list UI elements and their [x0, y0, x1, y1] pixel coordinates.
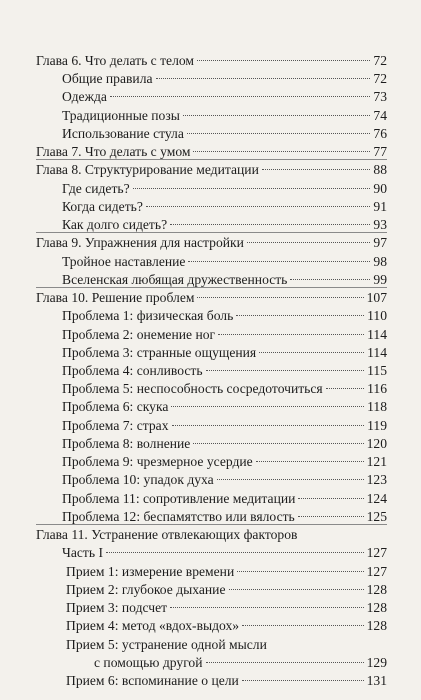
dot-leader	[170, 224, 370, 225]
entry-page-number: 125	[366, 509, 387, 524]
dot-leader	[218, 334, 364, 335]
entry-page-number: 123	[366, 472, 387, 487]
entry-title: Проблема 11: сопротивление медитации	[62, 491, 296, 506]
section-entry	[62, 107, 387, 125]
dot-leader	[197, 297, 363, 298]
entry-page-number: 118	[367, 399, 387, 414]
entry-page-number: 124	[366, 491, 387, 506]
section-entry	[62, 490, 387, 508]
entry-page-number: 131	[366, 673, 387, 688]
section-entry	[62, 180, 387, 198]
section-entry	[62, 307, 387, 325]
dot-leader	[290, 279, 370, 280]
entry-title: Проблема 12: беспамятство или вялость	[62, 509, 295, 524]
entry-title: Прием 4: метод «вдох-выдох»	[66, 618, 240, 633]
section-entry	[62, 88, 387, 106]
entry-title: Глава 7. Что делать с умом	[36, 144, 191, 159]
entry-title: Где сидеть?	[62, 181, 130, 196]
entry-title: Как долго сидеть?	[62, 217, 168, 232]
entry-title: Общие правила	[62, 71, 153, 86]
section-entry	[62, 326, 387, 344]
entry-page-number: 72	[373, 53, 387, 68]
dot-leader	[156, 78, 371, 79]
entry-title: Проблема 5: неспособность сосредоточиться	[62, 381, 323, 396]
entry-page-number: 119	[367, 418, 387, 433]
section-entry	[66, 672, 387, 690]
section-entry	[62, 453, 387, 471]
entry-page-number: 76	[373, 126, 387, 141]
section-entry	[62, 435, 387, 453]
entry-page-number: 90	[373, 181, 387, 196]
entry-title: с помощью другой	[94, 655, 203, 670]
entry-page-number: 129	[366, 655, 387, 670]
dot-leader	[298, 498, 363, 499]
dot-leader	[146, 206, 371, 207]
dot-leader	[259, 352, 364, 353]
section-entry	[62, 344, 387, 362]
dot-leader	[237, 571, 363, 572]
dot-leader	[106, 552, 364, 553]
section-entry	[62, 544, 387, 562]
entry-title: Проблема 6: скука	[62, 399, 169, 414]
dot-leader	[171, 406, 364, 407]
entry-page-number: 127	[366, 564, 387, 579]
dot-leader	[206, 370, 365, 371]
entry-title: Когда сидеть?	[62, 199, 143, 214]
entry-title: Вселенская любящая дружественность	[62, 272, 288, 287]
section-divider	[36, 159, 387, 160]
dot-leader	[197, 60, 370, 61]
entry-title: Глава 11. Устранение отвлекающих факторов	[36, 527, 298, 542]
entry-title: Проблема 9: чрезмерное усердие	[62, 454, 253, 469]
section-entry	[66, 617, 387, 635]
dot-leader	[170, 607, 364, 608]
entry-page-number: 114	[367, 327, 387, 342]
entry-title: Проблема 4: сонливость	[62, 363, 203, 378]
section-entry	[62, 198, 387, 216]
entry-title: Глава 6. Что делать с телом	[36, 53, 194, 68]
section-divider	[36, 287, 387, 288]
entry-title: Проблема 8: волнение	[62, 436, 191, 451]
entry-page-number: 72	[373, 71, 387, 86]
entry-page-number: 98	[373, 254, 387, 269]
entry-title: Проблема 10: упадок духа	[62, 472, 214, 487]
section-entry	[62, 70, 387, 88]
section-entry	[62, 125, 387, 143]
chapter-entry	[36, 161, 387, 179]
entry-page-number: 107	[366, 290, 387, 305]
dot-leader	[193, 151, 370, 152]
entry-title: Прием 2: глубокое дыхание	[66, 582, 226, 597]
section-entry	[62, 417, 387, 435]
entry-title: Прием 3: подсчет	[66, 600, 168, 615]
dot-leader	[183, 115, 371, 116]
section-divider	[36, 232, 387, 233]
entry-title: Часть I	[62, 545, 103, 560]
entry-page-number: 128	[366, 600, 387, 615]
entry-title: Глава 9. Упражнения для настройки	[36, 235, 244, 250]
entry-page-number: 115	[367, 363, 387, 378]
section-divider	[36, 524, 387, 525]
section-entry	[66, 599, 387, 617]
dot-leader	[326, 388, 364, 389]
dot-leader	[187, 133, 371, 134]
entry-page-number: 88	[373, 162, 387, 177]
entry-title: Проблема 1: физическая боль	[62, 308, 234, 323]
dot-leader	[133, 188, 371, 189]
entry-page-number: 110	[367, 308, 387, 323]
section-entry	[62, 380, 387, 398]
entry-page-number: 97	[373, 235, 387, 250]
entry-title: Одежда	[62, 89, 107, 104]
entry-title: Проблема 7: страх	[62, 418, 169, 433]
entry-page-number: 128	[366, 582, 387, 597]
section-entry	[62, 362, 387, 380]
entry-page-number: 74	[373, 108, 387, 123]
entry-title: Традиционные позы	[62, 108, 180, 123]
dot-leader	[229, 589, 364, 590]
chapter-entry	[36, 526, 387, 544]
dot-leader	[110, 96, 370, 97]
section-entry	[66, 636, 387, 654]
dot-leader	[206, 662, 364, 663]
section-entry	[62, 253, 387, 271]
dot-leader	[242, 680, 364, 681]
entry-title: Глава 10. Решение проблем	[36, 290, 195, 305]
entry-title: Использование стула	[62, 126, 184, 141]
entry-page-number: 120	[366, 436, 387, 451]
entry-page-number: 99	[373, 272, 387, 287]
chapter-entry	[36, 234, 387, 252]
section-entry	[62, 471, 387, 489]
dot-leader	[256, 461, 364, 462]
entry-title: Глава 8. Структурирование медитации	[36, 162, 259, 177]
entry-page-number: 127	[366, 545, 387, 560]
entry-title: Проблема 3: странные ощущения	[62, 345, 257, 360]
dot-leader	[242, 625, 364, 626]
entry-title: Прием 5: устранение одной мысли	[66, 637, 267, 652]
chapter-entry	[36, 289, 387, 307]
section-entry	[66, 563, 387, 581]
entry-page-number: 121	[366, 454, 387, 469]
entry-title: Прием 1: измерение времени	[66, 564, 235, 579]
section-entry	[66, 581, 387, 599]
entry-page-number: 93	[373, 217, 387, 232]
dot-leader	[188, 261, 370, 262]
entry-page-number: 128	[366, 618, 387, 633]
entry-page-number: 114	[367, 345, 387, 360]
dot-leader	[247, 242, 371, 243]
dot-leader	[262, 169, 371, 170]
entry-page-number: 77	[373, 144, 387, 159]
dot-leader	[298, 516, 364, 517]
entry-title: Проблема 2: онемение ног	[62, 327, 216, 342]
chapter-entry	[36, 52, 387, 70]
dot-leader	[172, 425, 365, 426]
dot-leader	[217, 479, 364, 480]
entry-page-number: 73	[373, 89, 387, 104]
entry-title: Тройное наставление	[62, 254, 186, 269]
entry-title: Прием 6: вспоминание о цели	[66, 673, 239, 688]
section-entry	[94, 654, 387, 672]
section-entry	[62, 398, 387, 416]
dot-leader	[236, 315, 364, 316]
entry-page-number: 91	[373, 199, 387, 214]
dot-leader	[193, 443, 363, 444]
entry-page-number: 116	[367, 381, 387, 396]
